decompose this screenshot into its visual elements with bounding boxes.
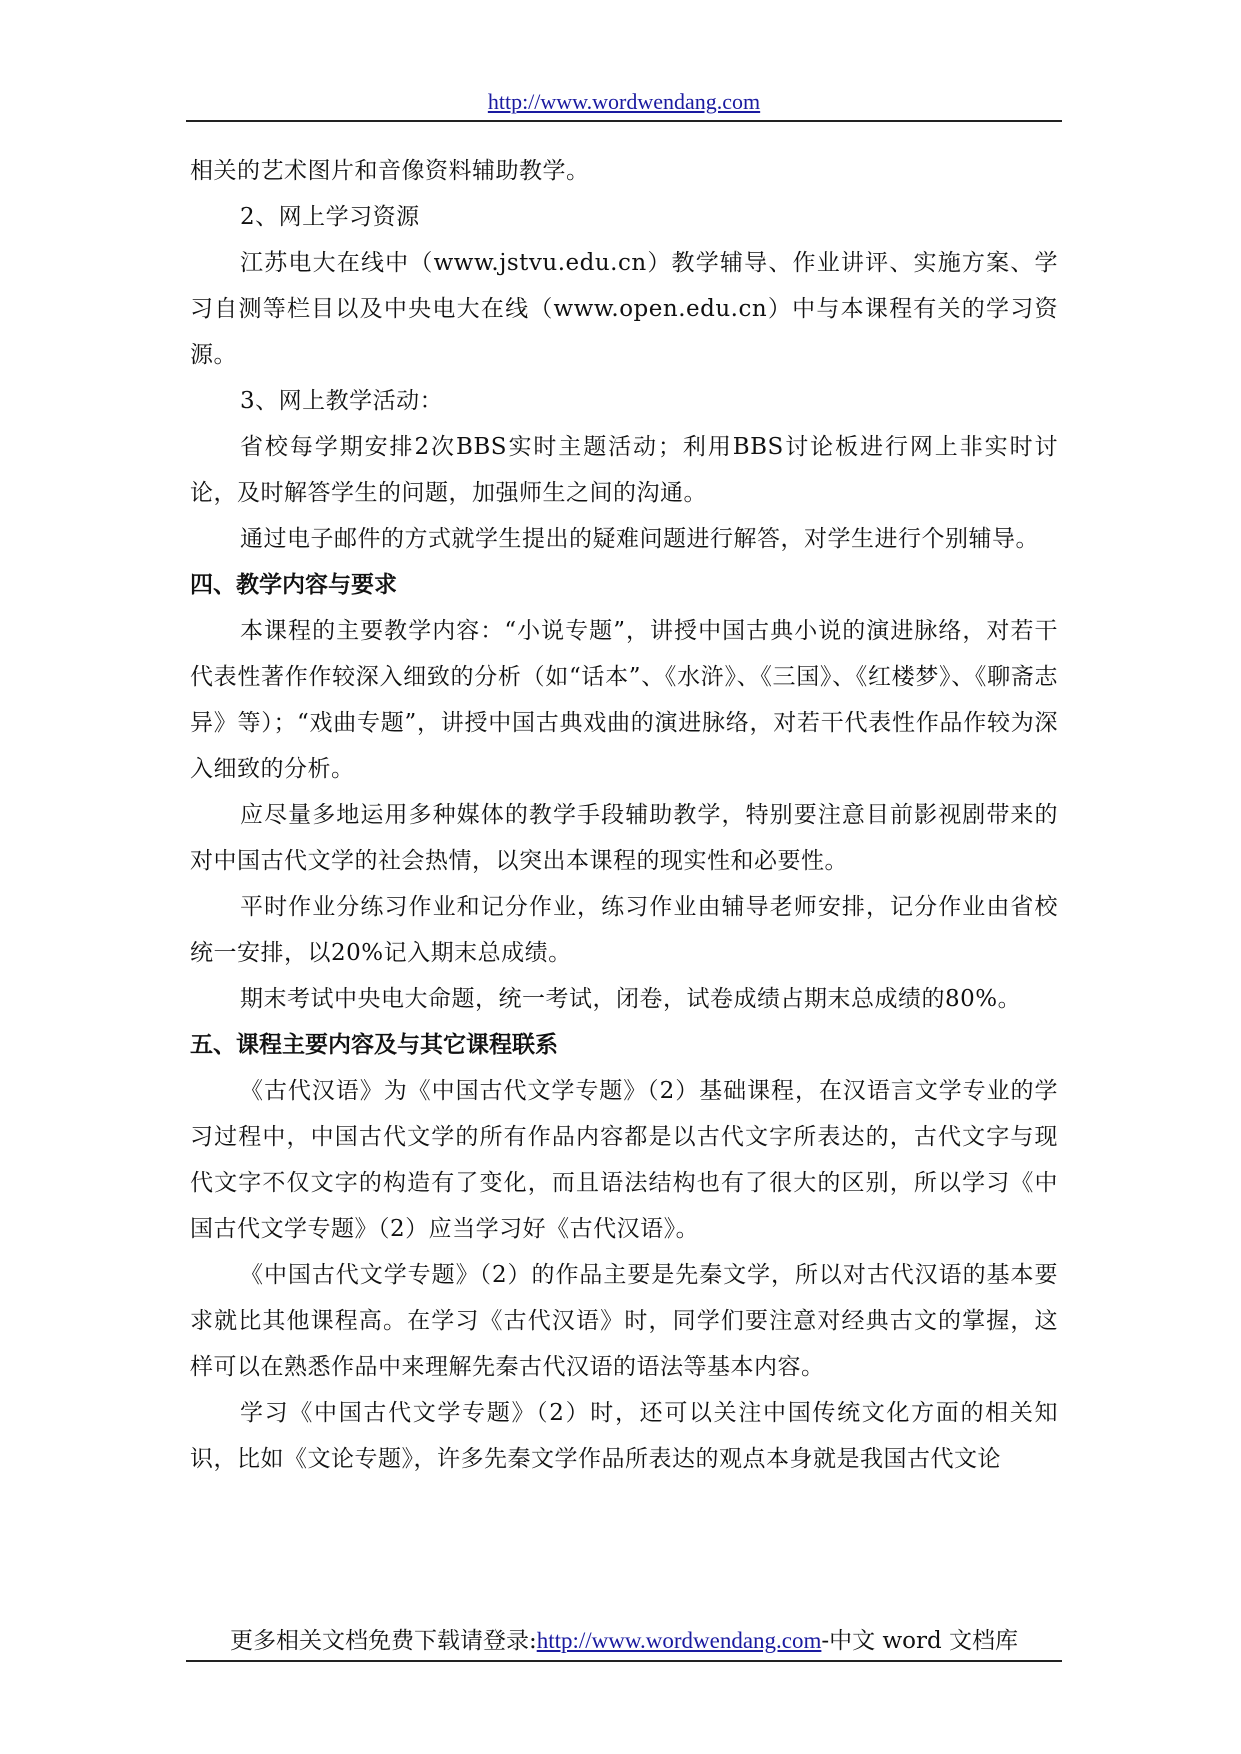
header-link[interactable]: http://www.wordwendang.com (487, 89, 761, 114)
paragraph: 期末考试中央电大命题，统一考试，闭卷，试卷成绩占期末总成绩的80%。 (240, 986, 1022, 1012)
page-footer (186, 1624, 1062, 1662)
section-heading-5: 五、课程主要内容及与其它课程联系 (190, 1032, 558, 1058)
paragraph: 本课程的主要教学内容：“小说专题”，讲授中国古典小说的演进脉络，对若干代表性著作作较深入细致的分析（如“话本”、《水浒》、《三国》、《红楼梦》、《聊斋志异》等）；“戏曲专题”，讲授中国古典戏曲的演进脉络，对若干代表性作品作较为深入细致的分析。 (190, 618, 1058, 782)
footer-link[interactable]: http://www.wordwendang.com (536, 1628, 822, 1653)
paragraph: 学习《中国古代文学专题》（2）时，还可以关注中国传统文化方面的相关知识，比如《文论专题》，许多先秦文学作品所表达的观点本身就是我国古代文论 (190, 1400, 1058, 1472)
paragraph: 相关的艺术图片和音像资料辅助教学。 (190, 158, 590, 184)
paragraph: 江苏电大在线中（www.jstvu.edu.cn）教学辅导、作业讲评、实施方案、学习自测等栏目以及中央电大在线（www.open.edu.cn）中与本课程有关的学习资源。 (190, 250, 1058, 368)
footer-suffix: -中文 word 文档库 (821, 1628, 1019, 1654)
paragraph: 省校每学期安排2次BBS实时主题活动；利用BBS讨论板进行网上非实时讨论，及时解答学生的问题，加强师生之间的沟通。 (190, 434, 1058, 506)
section-heading-4: 四、教学内容与要求 (190, 572, 397, 598)
subheading-online-activities: 3、网上教学活动： (240, 388, 444, 414)
paragraph: 通过电子邮件的方式就学生提出的疑难问题进行解答，对学生进行个别辅导。 (240, 526, 1039, 552)
paragraph: 《中国古代文学专题》（2）的作品主要是先秦文学，所以对古代汉语的基本要求就比其他课程高。在学习《古代汉语》时，同学们要注意对经典古文的掌握，这样可以在熟悉作品中来理解先秦古代汉语的语法等基本内容。 (190, 1262, 1058, 1380)
footer-prefix: 更多相关文档免费下载请登录: (229, 1628, 537, 1654)
paragraph: 应尽量多地运用多种媒体的教学手段辅助教学，特别要注意目前影视剧带来的对中国古代文学的社会热情，以突出本课程的现实性和必要性。 (190, 802, 1058, 874)
subheading-online-resources: 2、网上学习资源 (240, 204, 420, 230)
document-body (190, 148, 1058, 1482)
paragraph: 《古代汉语》为《中国古代文学专题》（2）基础课程，在汉语言文学专业的学习过程中，中国古代文学的所有作品内容都是以古代文字所表达的，古代文字与现代文字不仅文字的构造有了变化，而且语法结构也有了很大的区别，所以学习《中国古代文学专题》（2）应当学习好《古代汉语》。 (190, 1078, 1058, 1242)
page-header (186, 86, 1062, 122)
paragraph: 平时作业分练习作业和记分作业，练习作业由辅导老师安排，记分作业由省校统一安排，以20%记入期末总成绩。 (190, 894, 1058, 966)
